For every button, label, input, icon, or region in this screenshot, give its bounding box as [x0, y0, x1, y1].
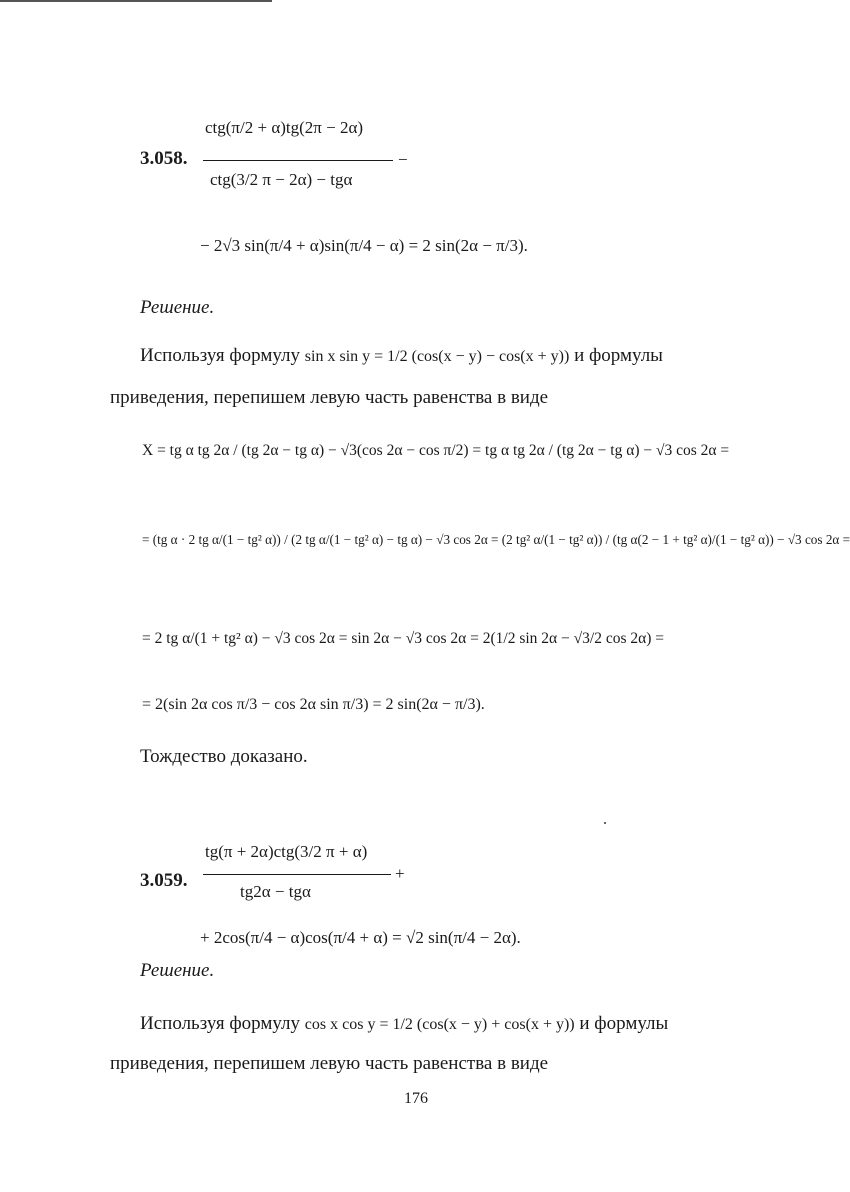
solution-heading: Решение.	[140, 960, 215, 981]
top-rule	[0, 0, 272, 2]
intro-lead: Используя формулу	[140, 1013, 301, 1034]
plus-sign: +	[395, 864, 405, 883]
problem-denominator: ctg(3/2 π − 2α) − tgα	[210, 170, 353, 189]
formula-sinsin: sin x sin y = 1/2 (cos(x − y) − cos(x + y))	[304, 348, 570, 365]
fraction-bar	[203, 160, 393, 161]
intro-text	[140, 1013, 668, 1035]
intro-text	[140, 345, 663, 367]
problem-number: 3.059.	[140, 870, 188, 891]
problem-continuation: + 2cos(π/4 − α)cos(π/4 + α) = √2 sin(π/4 − 2α).	[200, 928, 521, 947]
intro-lead: Используя формулу	[140, 345, 301, 366]
equation-3: = 2 tg α/(1 + tg² α) − √3 cos 2α = sin 2α − √3 cos 2α = 2(1/2 sin 2α − √3/2 cos 2α) =	[142, 630, 665, 647]
formula-coscos: cos x cos y = 1/2 (cos(x − y) + cos(x + y))	[304, 1016, 575, 1033]
problem-number: 3.058.	[140, 148, 188, 169]
solution-heading: Решение.	[140, 297, 215, 318]
intro-line-2: приведения, перепишем левую часть равенства в виде	[110, 387, 549, 408]
problem-numerator: ctg(π/2 + α)tg(2π − 2α)	[205, 118, 364, 137]
equation-4: = 2(sin 2α cos π/3 − cos 2α sin π/3) = 2 sin(2α − π/3).	[142, 696, 485, 713]
problem-numerator: tg(π + 2α)ctg(3/2 π + α)	[205, 842, 368, 861]
intro-tail: и формулы	[574, 345, 663, 366]
equation-2: = (tg α · 2 tg α/(1 − tg² α)) / (2 tg α/(1 − tg² α) − tg α) − √3 cos 2α = (2 tg² α/(1 − tg² α)) / (tg α(2 − 1 + tg² α)/(1 − tg² α)) − √3 cos 2α =	[142, 532, 850, 547]
speck	[604, 822, 606, 824]
conclusion: Тождество доказано.	[140, 746, 308, 767]
problem-denominator: tg2α − tgα	[240, 882, 311, 901]
intro-line-2: приведения, перепишем левую часть равенства в виде	[110, 1053, 549, 1074]
intro-tail: и формулы	[579, 1013, 669, 1034]
page-number: 176	[404, 1090, 428, 1107]
fraction-bar	[203, 874, 391, 875]
problem-continuation: − 2√3 sin(π/4 + α)sin(π/4 − α) = 2 sin(2α − π/3).	[200, 236, 528, 255]
equation-1: X = tg α tg 2α / (tg 2α − tg α) − √3(cos 2α − cos π/2) = tg α tg 2α / (tg 2α − tg α) − √3 cos 2α =	[142, 442, 730, 459]
minus-sign: −	[398, 150, 408, 169]
